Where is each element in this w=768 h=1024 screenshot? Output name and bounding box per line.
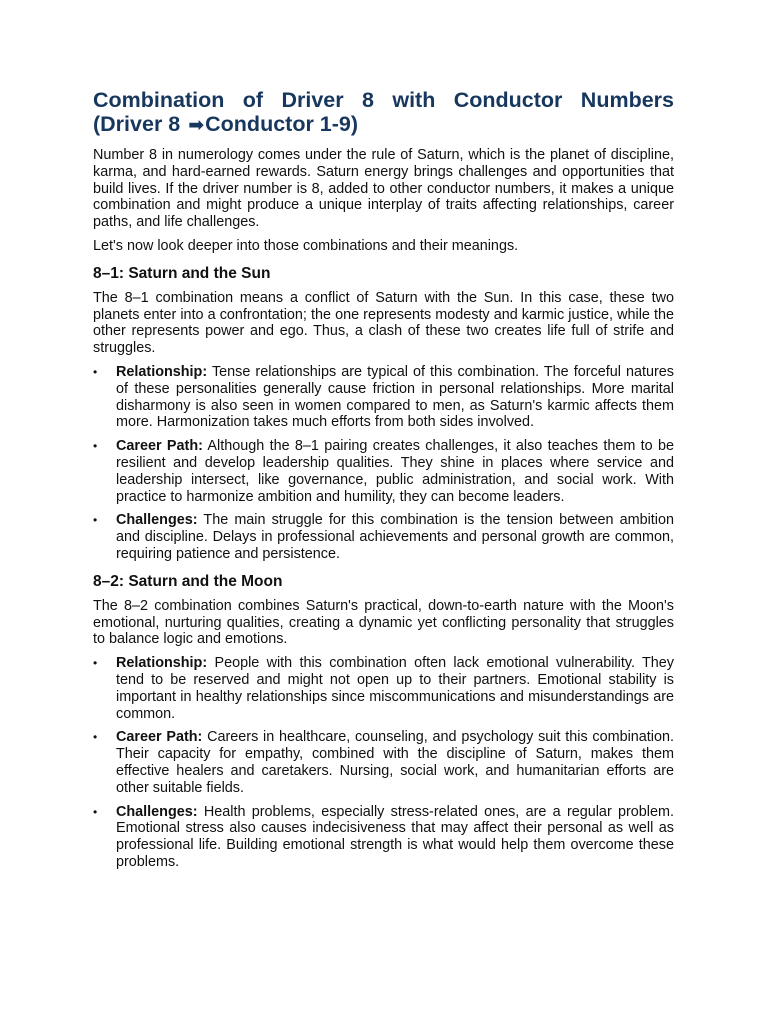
list-item [93,804,674,871]
list-item [93,364,674,431]
right-arrow-icon: ➡ [188,115,205,136]
section-heading-8-1: 8–1: Saturn and the Sun [93,264,271,282]
section-paragraph-8-2: The 8–2 combination combines Saturn's practical, down-to-earth nature with the Moon's emotional, nurturing qualities, creating a dynamic yet conflicting personality that struggles to balance logic and emotions. [93,597,674,648]
list-item [93,729,674,796]
bullet-icon: • [93,730,98,745]
list-item [93,655,674,722]
item-text: Health problems, especially stress-related ones, are a regular problem. Emotional stress also causes indecisiveness that may affect their personal as well as professional life. Building emotional strength is what would help them overcome these problems. [116,803,674,870]
item-text: Tense relationships are typical of this combination. The forceful natures of these personalities generally cause friction in personal relationships. More marital disharmony is also seen in women compared to men, as Saturn's karmic affects them more. Harmonization takes much efforts from both sides involved. [116,363,674,431]
list-item [93,512,674,562]
item-text: Careers in healthcare, counseling, and psychology suit this combination. Their capacity for empathy, combined with the discipline of Saturn, makes them effective healers and caretakers. Nursing, social work, and humanitarian efforts are other suitable fields. [116,729,674,796]
section-paragraph-8-1: The 8–1 combination means a conflict of Saturn with the Sun. In this case, these two planets enter into a confrontation; the one represents modesty and karmic justice, while the other represents power and ego. Thus, a clash of these two creates life full of strife and struggles. [93,289,674,357]
bullet-list-8-2 [93,655,674,871]
item-text: Although the 8–1 pairing creates challenges, it also teaches them to be resilient and develop leadership qualities. They shine in places where service and leadership intersect, like governance, public administration, and social work. With practice to harmonize ambition and humility, they can become leaders. [116,438,675,505]
list-item [93,438,674,505]
item-text: People with this combination often lack emotional vulnerability. They tend to be reserved and might not open up to their partners. Emotional stability is important in healthy relationships since miscommunications and misunderstandings are common. [116,655,674,722]
document-title [93,88,674,138]
bullet-icon: • [93,364,98,379]
title-line-1: Combination of Driver 8 with Conductor Numbers [93,88,674,112]
bullet-icon: • [93,513,98,528]
bullet-icon: • [93,656,98,671]
item-label: Career Path: [116,729,203,746]
item-label: Career Path: [116,438,203,455]
section-heading-8-2: 8–2: Saturn and the Moon [93,572,283,590]
title-line-2-prefix: (Driver 8 [93,112,187,136]
title-line-2-suffix: Conductor 1-9) [205,112,359,136]
item-label: Relationship: [116,655,208,672]
title-line-2 [93,112,674,138]
item-label: Challenges: [116,803,198,820]
bullet-icon: • [93,804,98,819]
item-label: Challenges: [116,512,198,529]
bullet-list-8-1 [93,364,674,563]
intro-paragraph: Number 8 in numerology comes under the rule of Saturn, which is the planet of discipline, karma, and hard-earned rewards. Saturn energy brings challenges and opportunities that build lives. If the driver number is 8, added to other conductor numbers, it makes a unique combination and might produce a unique interplay of traits affecting relationships, career paths, and life challenges. [93,147,674,231]
item-text: The main struggle for this combination is the tension between ambition and discipline. Delays in professional achievements and personal growth are common, requiring patience and persistence. [116,512,674,562]
bullet-icon: • [93,439,98,454]
item-label: Relationship: [116,363,208,380]
lead-in-paragraph: Let's now look deeper into those combinations and their meanings. [93,237,519,254]
